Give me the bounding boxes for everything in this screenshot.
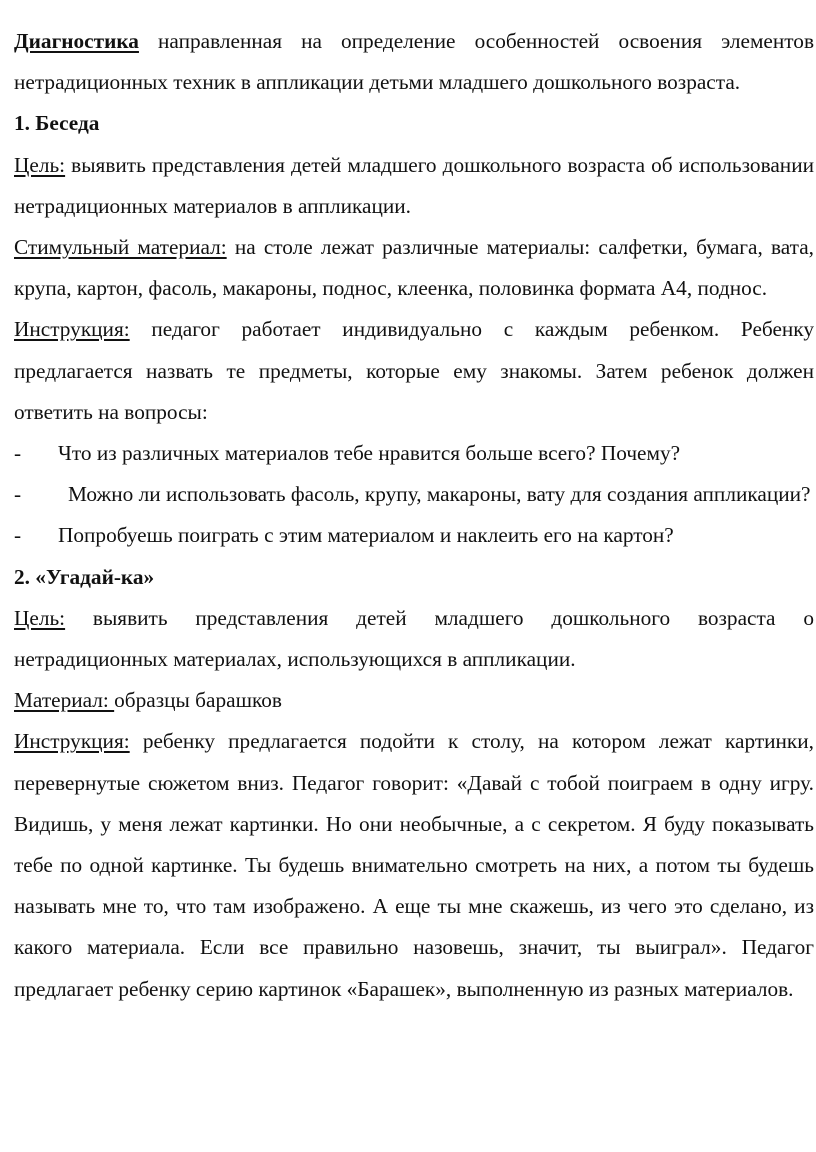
section2-goal-label: Цель: bbox=[14, 605, 66, 630]
section2-material bbox=[6, 680, 814, 721]
intro-paragraph bbox=[6, 21, 814, 103]
section1-goal bbox=[6, 145, 814, 227]
intro-label: Диагностика bbox=[14, 29, 139, 53]
section1-stimulus-label: Стимульный материал: bbox=[14, 235, 227, 260]
section2-instruction-label: Инструкция: bbox=[14, 729, 130, 754]
document-page bbox=[6, 21, 814, 1010]
section2-goal bbox=[6, 598, 814, 680]
section1-stimulus-text: на столе лежат различные материалы: салфетки, бумага, вата, крупа, картон, фасоль, макароны, поднос, клеенка, половинка формата А4, поднос. bbox=[14, 235, 814, 301]
section1-instruction-text: педагог работает индивидуально с каждым ребенком. Ребенку предлагается назвать те предметы, которые ему знакомы. Затем ребенок должен ответить на вопросы: bbox=[14, 317, 814, 424]
section1-stimulus bbox=[6, 227, 814, 309]
question-text: Попробуешь поиграть с этим материалом и наклеить его на картон? bbox=[58, 523, 674, 548]
section2-instruction bbox=[6, 721, 814, 1009]
intro-text: направленная на определение особенностей освоения элементов нетрадиционных техник в аппликации детьми младшего дошкольного возраста. bbox=[14, 29, 814, 95]
question-item bbox=[6, 474, 814, 515]
question-text: Что из различных материалов тебе нравится больше всего? Почему? bbox=[58, 441, 681, 466]
list-dash: - bbox=[14, 523, 22, 548]
section2-instruction-text: ребенку предлагается подойти к столу, на котором лежат картинки, перевернутые сюжетом вниз. Педагог говорит: «Давай с тобой поиграем в одну игру. Видишь, у меня лежат картинки. Но они необычные, а с секретом. Я буду показывать тебе по одной картинке. Ты будешь внимательно смотреть на них, а потом ты будешь называть мне то, что там изображено. А еще ты мне скажешь, из чего это сделано, из какого материала. Если все правильно назовешь, значит, ты выиграл». Педагог предлагает ребенку серию картинок «Барашек», выполненную из разных материалов. bbox=[14, 729, 814, 1001]
section1-goal-label: Цель: bbox=[14, 152, 66, 177]
question-text: Можно ли использовать фасоль, крупу, макароны, вату для создания аппликации? bbox=[68, 482, 811, 507]
section1-title: 1. Беседа bbox=[14, 111, 100, 136]
section1-instruction-label: Инструкция: bbox=[14, 317, 130, 342]
section2-title: 2. «Угадай-ка» bbox=[14, 564, 155, 589]
section2-material-label: Материал: bbox=[14, 688, 115, 713]
section2-goal-text: выявить представления детей младшего дошкольного возраста о нетрадиционных материалах, использующихся в аппликации. bbox=[14, 605, 814, 672]
section2-material-text: образцы барашков bbox=[114, 688, 282, 713]
section1-goal-text: выявить представления детей младшего дошкольного возраста об использовании нетрадиционных материалов в аппликации. bbox=[14, 152, 814, 218]
question-item bbox=[6, 433, 814, 474]
list-dash: - bbox=[14, 441, 22, 466]
section1-instruction bbox=[6, 309, 814, 433]
list-dash: - bbox=[14, 482, 22, 507]
question-item bbox=[6, 515, 814, 556]
